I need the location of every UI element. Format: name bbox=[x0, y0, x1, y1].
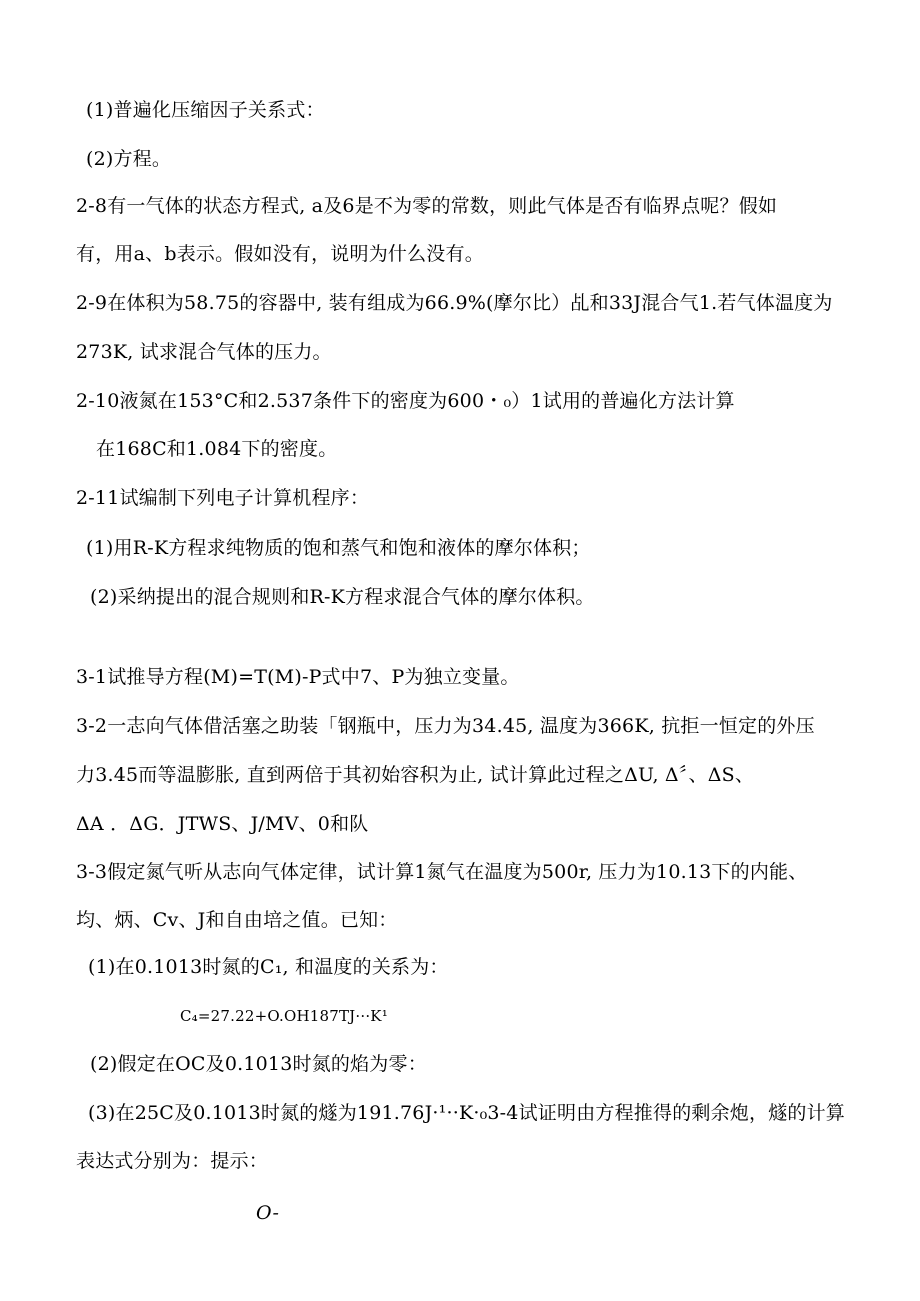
text-line: 2-11试编制下列电子计算机程序： bbox=[76, 487, 370, 509]
text-line: 均、炳、Cv、J和自由培之值。已知： bbox=[76, 909, 398, 931]
text-line: 3-1试推导方程(M)=T(M)-P式中7、P为独立变量。 bbox=[76, 666, 520, 688]
text-line: 有，用a、b表示。假如没有，说明为什么没有。 bbox=[76, 243, 484, 265]
text-line: (1)普遍化压缩因子关系式： bbox=[86, 99, 325, 121]
formula-fragment: O- bbox=[256, 1202, 280, 1224]
text-line: 3-2一志向气体借活塞之助装「钢瓶中，压力为34.45, 温度为366K, 抗拒一恒定的外压 bbox=[76, 715, 815, 737]
text-line: 273K, 试求混合气体的压力。 bbox=[76, 341, 332, 363]
text-line: (2)假定在OC及0.1013时氮的焰为零： bbox=[90, 1053, 427, 1075]
text-line: (3)在25C及0.1013时氮的燧为191.76J·¹··K·₀3-4试证明由方程推得的剩余炮，燧的计算 bbox=[88, 1102, 845, 1124]
text-line: 在168C和1.084下的密度。 bbox=[96, 438, 338, 460]
text-line: 力3.45而等温膨胀, 直到两倍于其初始容积为止, 试计算此过程之ΔU, Δ〞、ΔS、 bbox=[76, 764, 755, 786]
text-line: (1)在0.1013时氮的C₁, 和温度的关系为： bbox=[88, 956, 449, 978]
text-line: 2-8有一气体的状态方程式, a及6是不为零的常数，则此气体是否有临界点呢？假如 bbox=[76, 195, 778, 217]
text-line: (2)方程。 bbox=[86, 148, 172, 170]
text-line: (1)用R-K方程求纯物质的饱和蒸气和饱和液体的摩尔体积； bbox=[86, 537, 591, 559]
text-line: (2)采纳提出的混合规则和R-K方程求混合气体的摩尔体积。 bbox=[90, 586, 595, 608]
text-line: 表达式分别为：提示： bbox=[76, 1150, 269, 1172]
text-line: 2-9在体积为58.75的容器中, 装有组成为66.9%(摩尔比）乩和33J混合气1.若气体温度为 bbox=[76, 292, 833, 314]
text-line: ΔA ．ΔG．JTWS、J/MV、0和队 bbox=[76, 813, 369, 835]
formula-line: C₄=27.22+O.OH187TJ···K¹ bbox=[180, 1007, 388, 1025]
text-line: 3-3假定氮气听从志向气体定律，试计算1氮气在温度为500r, 压力为10.13下的内能、 bbox=[76, 861, 808, 883]
text-line: 2-10液氮在153°C和2.537条件下的密度为600・₀）1试用的普遍化方法计算 bbox=[76, 390, 735, 412]
